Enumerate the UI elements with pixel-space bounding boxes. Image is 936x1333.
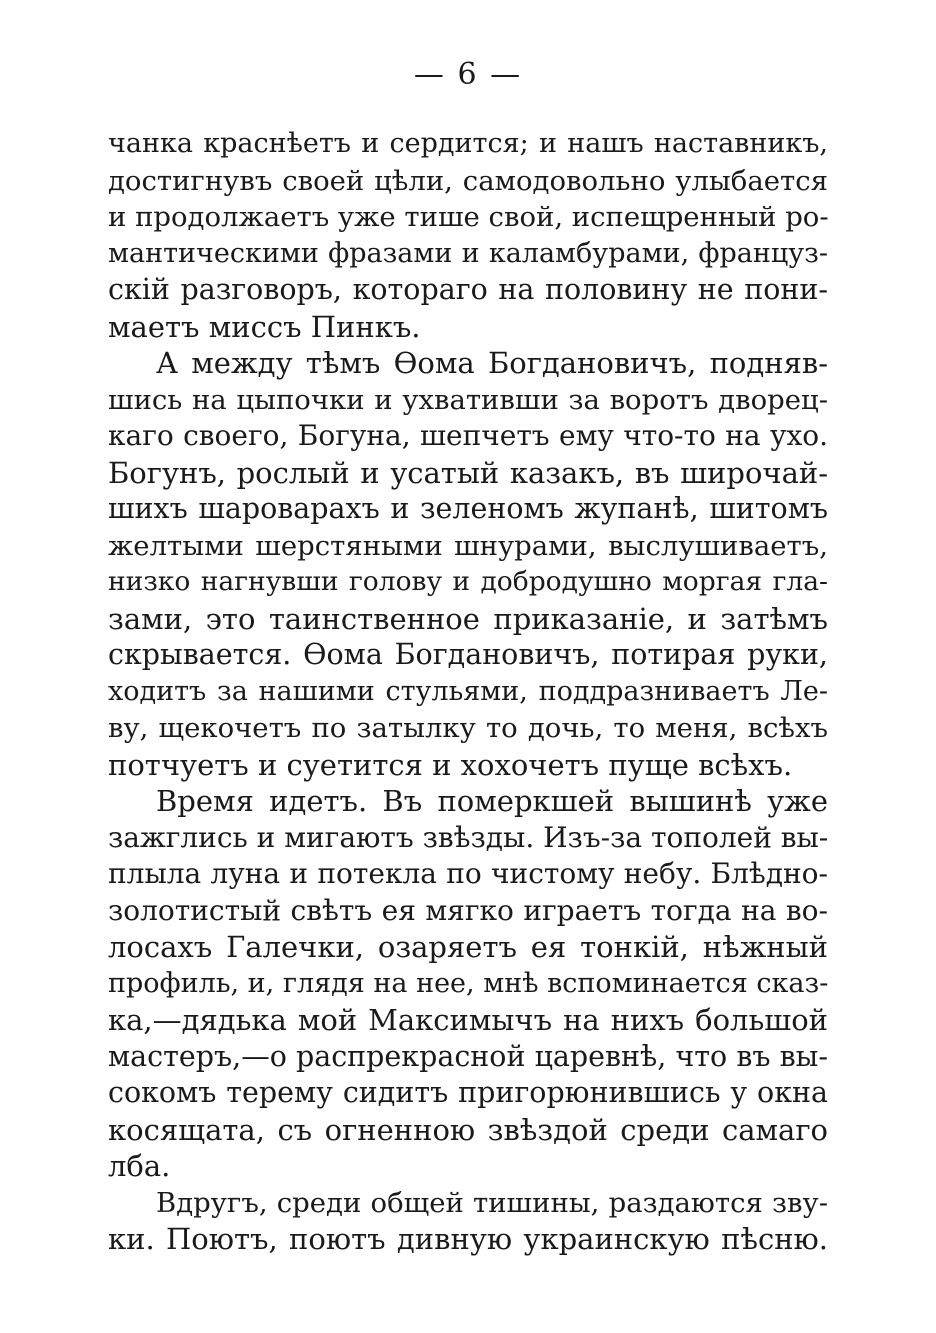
text-line: косящата, съ огненною звѣздой среди самаго [108, 1112, 828, 1147]
body-text [108, 126, 828, 1258]
text-line: мантическими фразами и каламбурами, француз- [108, 237, 828, 269]
text-line: каго своего, Богуна, шепчетъ ему что-то на ухо. [108, 419, 828, 452]
text-line: лба. [108, 1149, 171, 1183]
paragraph [108, 345, 828, 783]
text-line: шись на цыпочки и ухвативши за воротъ дворец- [108, 383, 828, 416]
text-line: профиль, и, глядя на нее, мнѣ вспоминается сказ- [108, 967, 829, 999]
text-line: зажглись и мигаютъ звѣзды. Изъ-за тополей вы- [108, 820, 829, 854]
paragraph [108, 126, 828, 345]
text-line: золотистый свѣтъ ея мягко играетъ тогда на во- [108, 893, 828, 927]
text-line: скрывается. Ѳома Богдановичъ, потирая руки, [108, 638, 828, 671]
page-number: — 6 — [413, 57, 523, 92]
text-line: зами, это таинственное приказаніе, и затѣмъ [108, 601, 828, 636]
text-line: Вдругъ, среди общей тишины, раздаются зву- [156, 1186, 828, 1219]
text-line: плыла луна и потекла по чистому небу. Блѣдно- [108, 857, 828, 890]
text-line: маетъ миссъ Пинкъ. [108, 309, 421, 344]
paragraph [108, 1185, 828, 1258]
text-line: скій разговоръ, котораго на половину не пони- [108, 273, 828, 306]
text-line: Время идетъ. Въ померкшей вышинѣ уже [156, 784, 828, 818]
paragraph [108, 783, 828, 1185]
text-line: низко нагнувши голову и добродушно моргая гла- [108, 566, 828, 597]
text-line: Богунъ, рослый и усатый казакъ, въ широчай- [108, 455, 828, 490]
text-line: достигнувъ своей цѣли, самодовольно улыбается [108, 164, 828, 197]
text-line: сокомъ терему сидитъ пригорюнившись у окна [108, 1076, 828, 1109]
text-line: ка,—дядька мой Максимычъ на нихъ большой [108, 1003, 828, 1037]
text-line: и продолжаетъ уже тише свой, испещренный ро- [108, 201, 829, 233]
text-line: ходитъ за нашими стульями, поддразниваетъ Ле- [108, 675, 828, 707]
text-line: потчуетъ и суетится и хохочетъ пуще всѣхъ. [108, 747, 793, 782]
text-line: шихъ шароварахъ и зеленомъ жупанѣ, шитомъ [108, 492, 828, 525]
text-line: А между тѣмъ Ѳома Богдановичъ, подняв- [156, 346, 828, 380]
text-line: мастеръ,—о распрекрасной царевнѣ, что въ вы- [108, 1039, 828, 1073]
text-line: ки. Поютъ, поютъ дивную украинскую пѣсню. [108, 1222, 828, 1256]
text-line: желтыми шерстяными шнурами, выслушиваетъ, [108, 529, 828, 562]
text-line: чанка краснѣетъ и сердится; и нашъ наставникъ, [108, 128, 828, 159]
text-line: ву, щекочетъ по затылку то дочь, то меня, всѣхъ [108, 712, 828, 744]
text-line: лосахъ Галечки, озаряетъ ея тонкій, нѣжный [108, 930, 828, 964]
